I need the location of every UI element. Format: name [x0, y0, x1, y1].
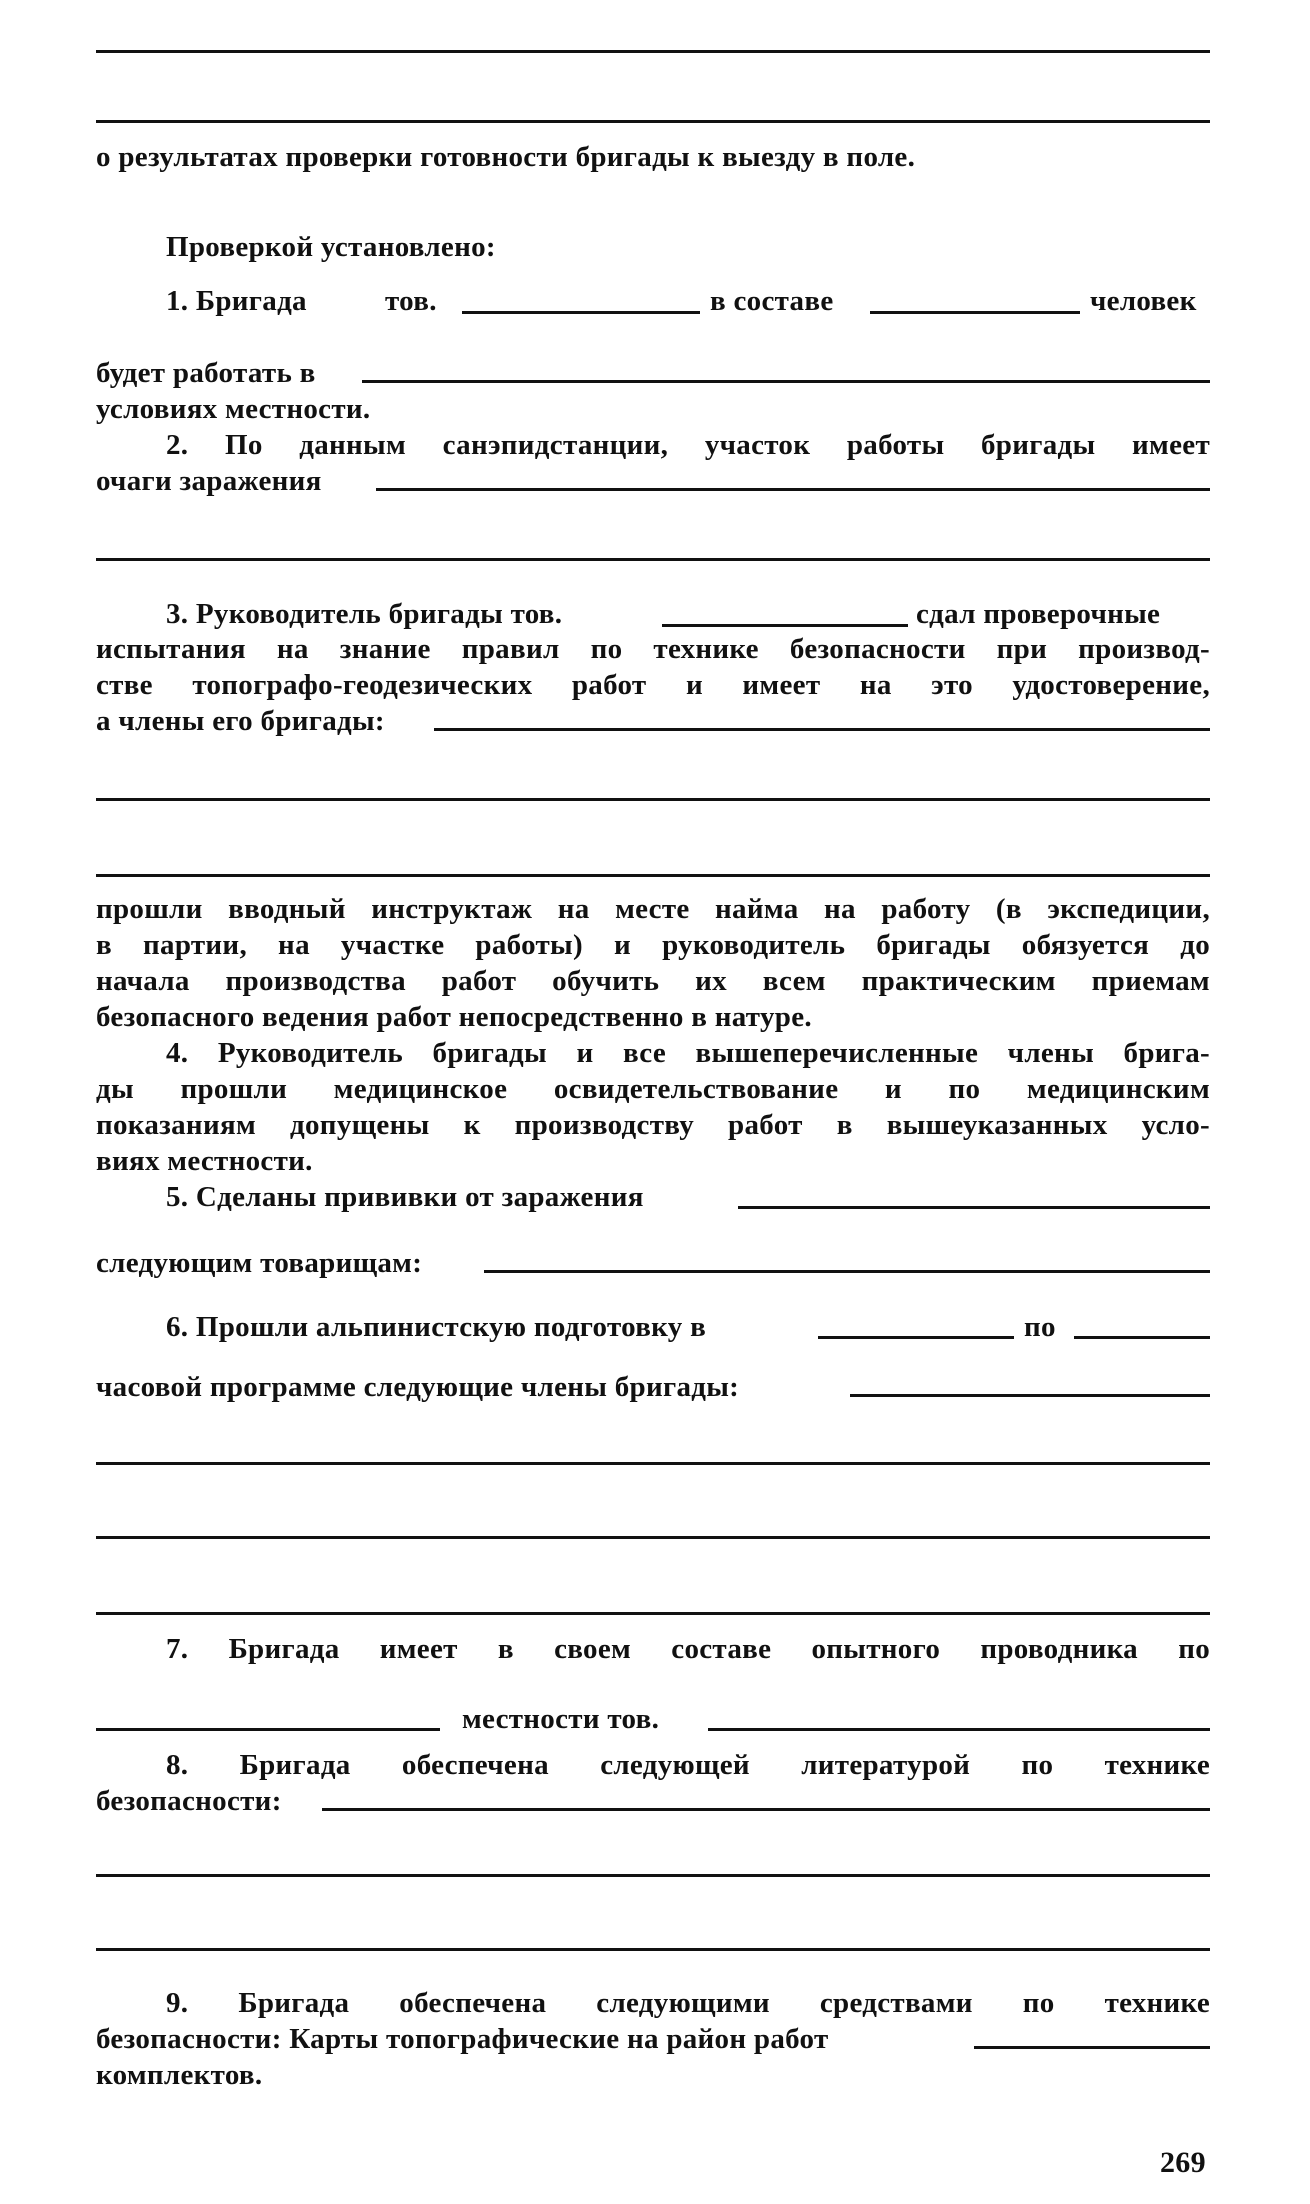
- blank-field-members: [434, 728, 1210, 731]
- blank-field-literature: [322, 1808, 1210, 1811]
- item-3-line-7: безопасного ведения работ непосредственно в натуре.: [96, 1001, 812, 1033]
- item-3-leader: 3. Руководитель бригады тов.: [166, 598, 563, 630]
- item-2-foci: очаги заражения: [96, 465, 322, 497]
- blank-field-name: [462, 311, 700, 314]
- item-9-line-1: 9. Бригада обеспечена следующими средствами по технике: [166, 1987, 1210, 2019]
- blank-line: [96, 558, 1210, 561]
- blank-field-map-count: [974, 2046, 1210, 2049]
- item-4-line-2: ды прошли медицинское освидетельствование и по медицинским: [96, 1073, 1210, 1105]
- blank-line: [96, 1874, 1210, 1877]
- intro-line: о результатах проверки готовности бригады к выезду в поле.: [96, 141, 916, 173]
- item-1-label: 1. Бригада: [166, 285, 307, 317]
- item-1-persons: человек: [1090, 285, 1197, 317]
- item-5-vaccinations: 5. Сделаны прививки от заражения: [166, 1181, 644, 1213]
- item-5-comrades: следующим товарищам:: [96, 1247, 423, 1279]
- blank-line: [96, 874, 1210, 877]
- item-4-line-3: показаниям допущены к производству работ в вышеуказанных усло-: [96, 1109, 1210, 1141]
- item-6-program: часовой программе следующие члены бригады:: [96, 1371, 740, 1403]
- blank-line: [96, 1948, 1210, 1951]
- item-8-line-2: безопасности:: [96, 1785, 282, 1817]
- item-3-line-4: прошли вводный инструктаж на месте найма на работу (в экспедиции,: [96, 893, 1210, 925]
- blank-line: [96, 798, 1210, 801]
- blank-line: [96, 120, 1210, 123]
- blank-field-leader: [662, 624, 908, 627]
- item-6-alpine: 6. Прошли альпинистскую подготовку в: [166, 1311, 707, 1343]
- blank-field-area: [362, 380, 1210, 383]
- item-3-members: а члены его бригады:: [96, 705, 385, 737]
- item-7-line-2: местности тов.: [462, 1703, 660, 1735]
- item-4-line-1: 4. Руководитель бригады и все вышеперечисленные члены брига-: [166, 1037, 1210, 1069]
- item-3-line-3: стве топографо-геодезических работ и имеет на это удостоверение,: [96, 669, 1210, 701]
- item-7-line-1: 7. Бригада имеет в своем составе опытного проводника по: [166, 1633, 1210, 1665]
- item-1-conditions: условиях местности.: [96, 393, 371, 425]
- item-3-line-6: начала производства работ обучить их всем практическим приемам: [96, 965, 1210, 997]
- blank-field-area: [96, 1728, 440, 1731]
- blank-line: [96, 50, 1210, 53]
- blank-line: [96, 1612, 1210, 1615]
- item-1-composition: в составе: [710, 285, 834, 317]
- item-6-by: по: [1024, 1311, 1056, 1343]
- blank-field-place: [818, 1336, 1014, 1339]
- blank-field-members: [850, 1394, 1210, 1397]
- item-9-line-3: комплектов.: [96, 2059, 263, 2091]
- item-2-line-1: 2. По данным санэпидстанции, участок работы бригады имеет: [166, 429, 1210, 461]
- blank-field-hours: [1074, 1336, 1210, 1339]
- blank-field-comrades: [484, 1270, 1210, 1273]
- blank-line: [96, 1536, 1210, 1539]
- blank-line: [96, 1462, 1210, 1465]
- item-8-line-1: 8. Бригада обеспечена следующей литературой по технике: [166, 1749, 1210, 1781]
- blank-field-count: [870, 311, 1080, 314]
- page-number: 269: [1160, 2146, 1206, 2179]
- blank-field-foci: [376, 488, 1210, 491]
- section-heading: Проверкой установлено:: [166, 231, 496, 263]
- item-1-work-in: будет работать в: [96, 357, 316, 389]
- blank-field-infection: [738, 1206, 1210, 1209]
- blank-field-guide: [708, 1728, 1210, 1731]
- item-4-line-4: виях местности.: [96, 1145, 313, 1177]
- item-3-line-5: в партии, на участке работы) и руководитель бригады обязуется до: [96, 929, 1210, 961]
- item-3-line-2: испытания на знание правил по технике безопасности при производ-: [96, 633, 1210, 665]
- item-3-passed: сдал проверочные: [916, 598, 1161, 630]
- item-1-tov: тов.: [385, 285, 437, 317]
- item-9-line-2: безопасности: Карты топографические на район работ: [96, 2023, 829, 2055]
